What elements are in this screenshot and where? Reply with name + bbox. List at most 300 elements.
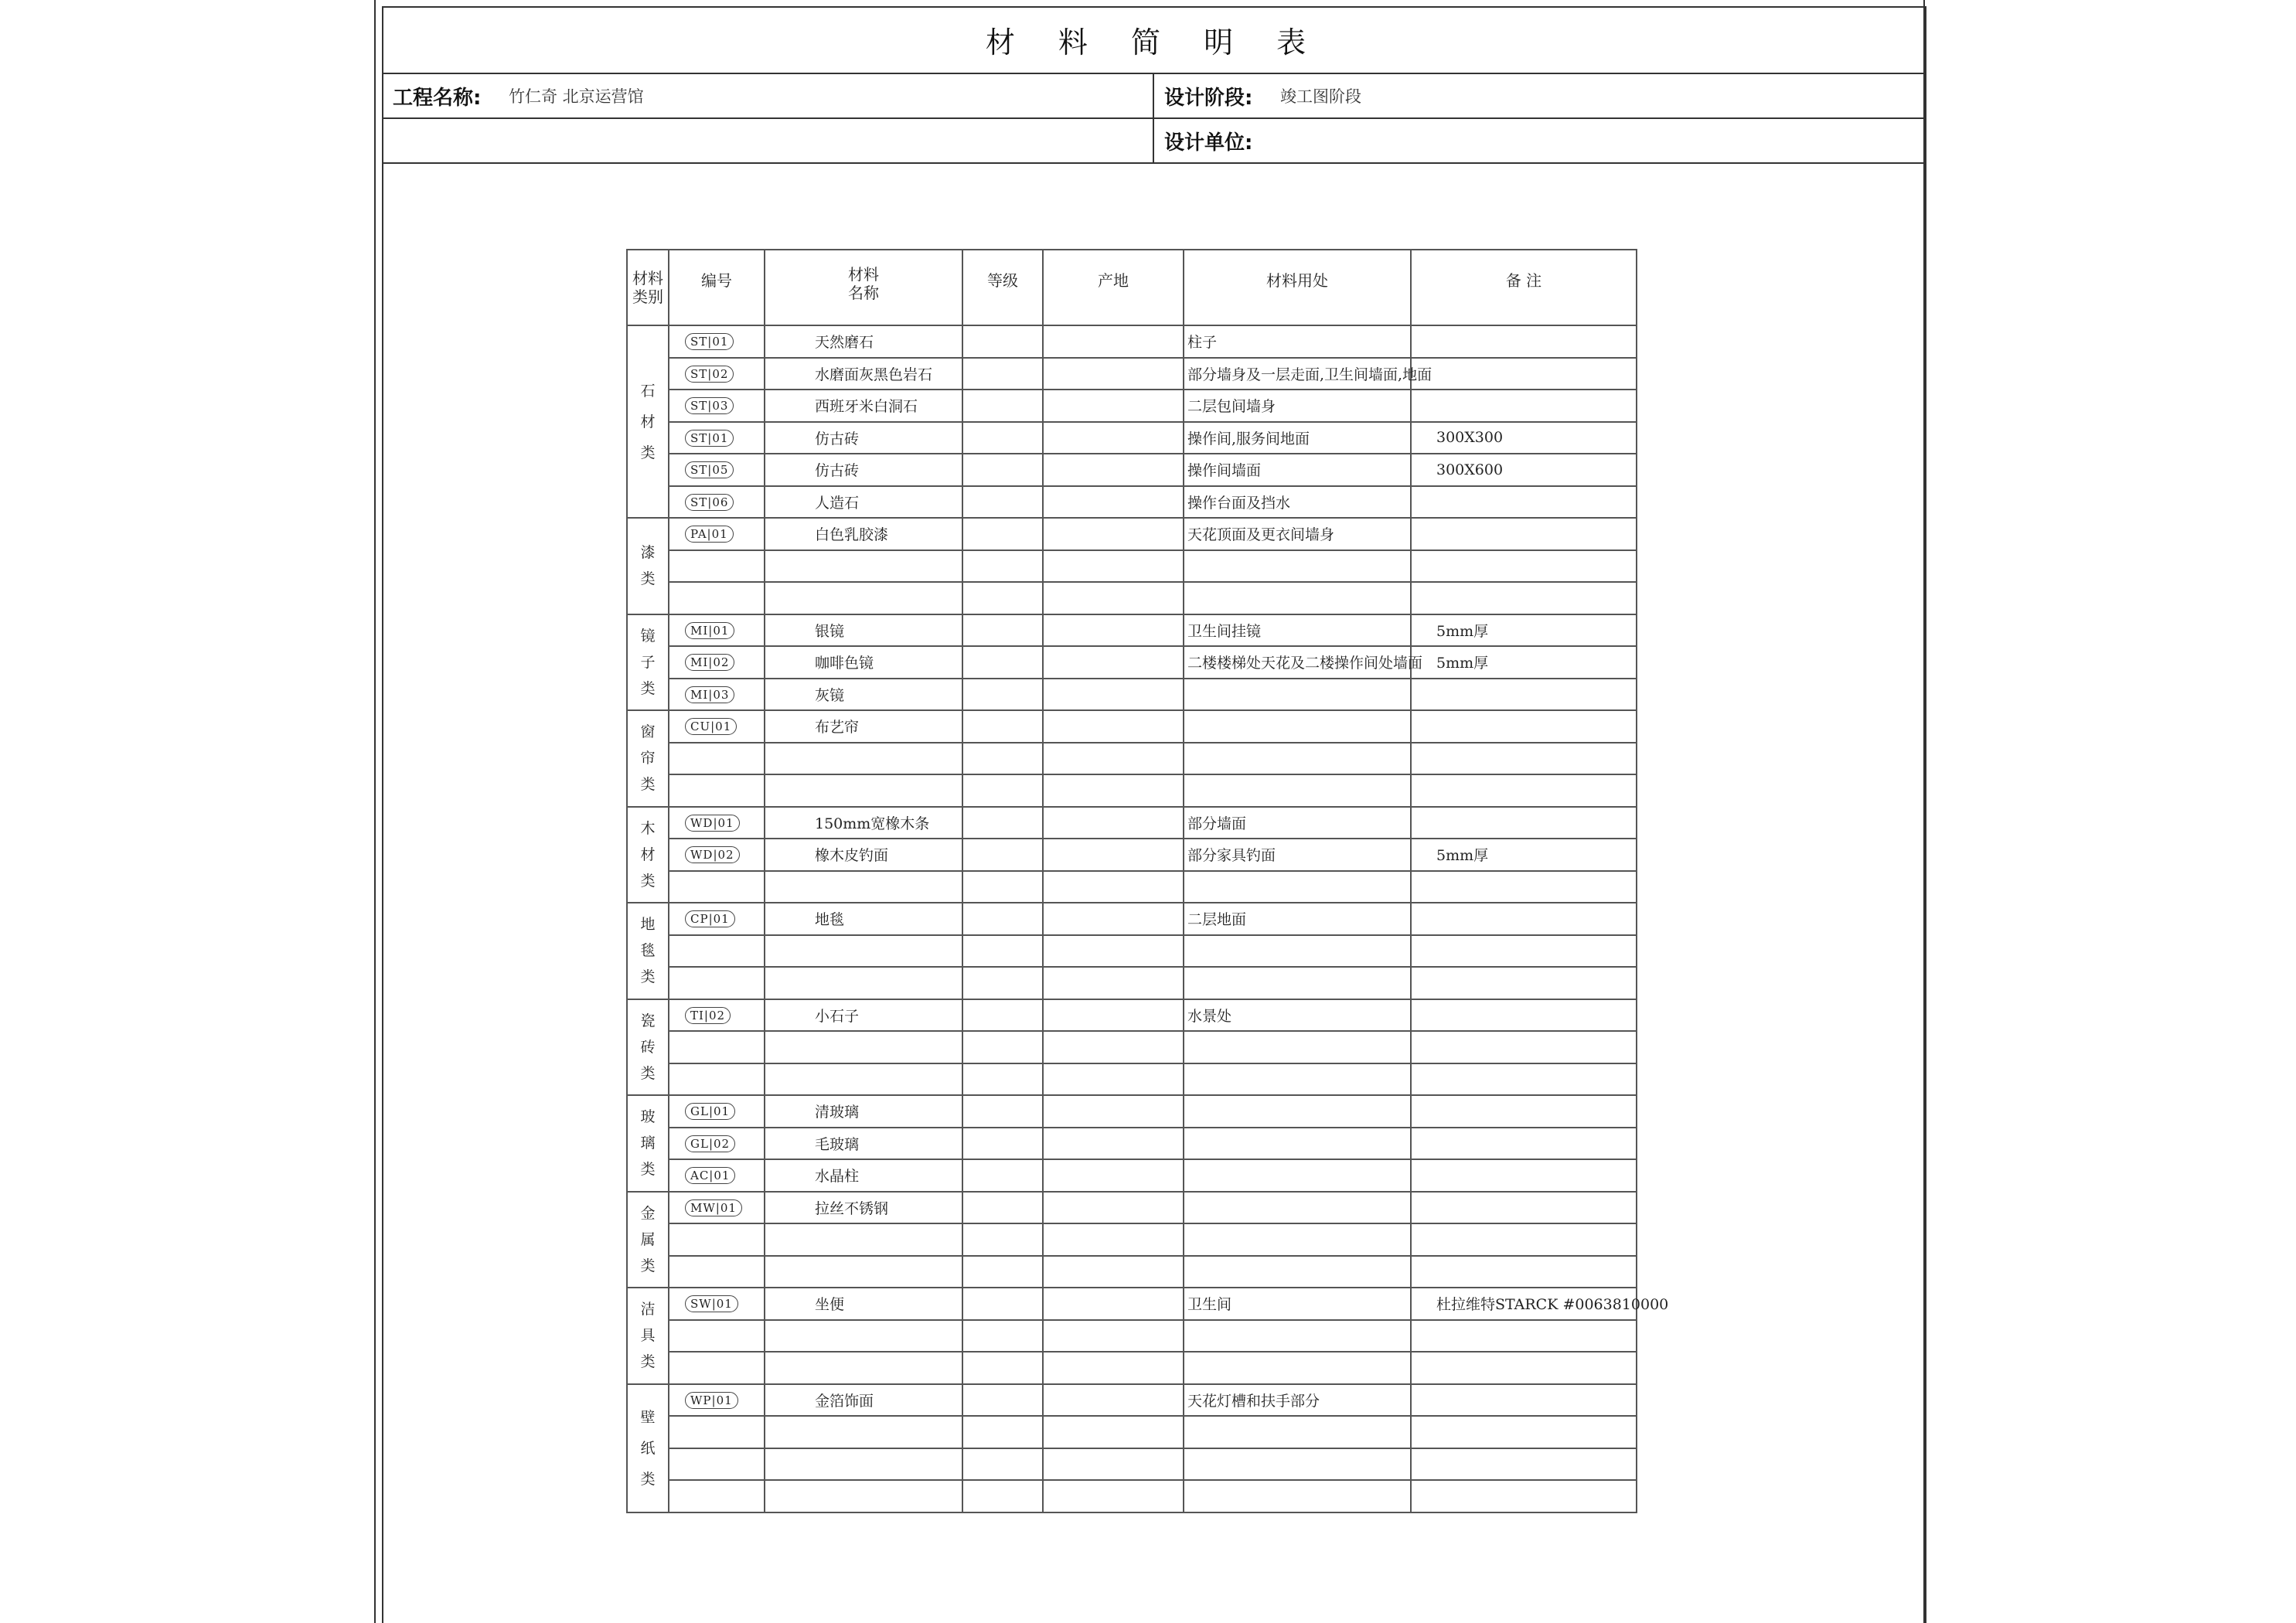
title-band	[382, 6, 1926, 74]
material-remark: 300X600	[1411, 454, 1637, 486]
material-remark	[1411, 1416, 1637, 1448]
material-code-tag: MI|02	[685, 654, 734, 671]
project-name-value: 竹仁奇 北京运营馆	[509, 87, 644, 106]
category-cell	[627, 325, 669, 518]
material-name: 坐便	[765, 1288, 962, 1320]
material-code-tag: CU|01	[685, 718, 737, 735]
table-row	[627, 1384, 1637, 1417]
material-remark	[1411, 1448, 1637, 1481]
category-label: 木材类	[640, 819, 656, 890]
material-name: 小石子	[765, 999, 962, 1032]
code-cell	[669, 518, 765, 550]
code-cell	[669, 1223, 765, 1256]
info-divider	[1153, 119, 1154, 162]
code-cell	[669, 358, 765, 390]
grade-cell	[962, 999, 1043, 1032]
material-use: 水景处	[1184, 999, 1411, 1032]
table-row	[627, 646, 1637, 679]
code-cell	[669, 550, 765, 583]
category-cell	[627, 1192, 669, 1288]
grade-cell	[962, 518, 1043, 550]
grade-cell	[962, 1416, 1043, 1448]
category-label: 镜子类	[640, 627, 656, 697]
material-remark	[1411, 1031, 1637, 1063]
table-row	[627, 1416, 1637, 1448]
design-unit-label: 设计单位:	[1164, 131, 1253, 155]
material-code-tag: MW|01	[685, 1199, 742, 1216]
grade-cell	[962, 807, 1043, 839]
material-code-tag: ST|03	[685, 397, 734, 414]
material-code-tag: GL|01	[685, 1103, 735, 1120]
code-cell	[669, 967, 765, 999]
material-use: 部分墙面	[1184, 807, 1411, 839]
material-name: 150mm宽橡木条	[765, 807, 962, 839]
header-code: 编号	[669, 250, 765, 325]
code-cell	[669, 325, 765, 358]
material-remark: 5mm厚	[1411, 839, 1637, 871]
code-cell	[669, 774, 765, 807]
material-remark	[1411, 1256, 1637, 1288]
grade-cell	[962, 839, 1043, 871]
material-name: 咖啡色镜	[765, 646, 962, 679]
origin-cell	[1043, 325, 1184, 358]
grade-cell	[962, 1256, 1043, 1288]
materials-table-body	[627, 325, 1669, 1512]
grade-cell	[962, 582, 1043, 614]
code-cell	[669, 679, 765, 711]
origin-cell	[1043, 1159, 1184, 1192]
table-header-row	[627, 250, 1637, 325]
material-use: 天花灯槽和扶手部分	[1184, 1384, 1411, 1417]
category-cell	[627, 518, 669, 614]
material-name: 人造石	[765, 486, 962, 519]
code-cell	[669, 422, 765, 454]
grade-cell	[962, 614, 1043, 647]
origin-cell	[1043, 743, 1184, 775]
material-name	[765, 1031, 962, 1063]
code-cell	[669, 1480, 765, 1512]
code-cell	[669, 839, 765, 871]
material-use	[1184, 743, 1411, 775]
material-use: 部分墙身及一层走面,卫生间墙面,地面	[1184, 358, 1411, 390]
code-cell	[669, 582, 765, 614]
material-use	[1184, 1256, 1411, 1288]
material-use: 卫生间挂镜	[1184, 614, 1411, 647]
code-cell	[669, 743, 765, 775]
origin-cell	[1043, 422, 1184, 454]
material-remark	[1411, 1128, 1637, 1160]
grade-cell	[962, 390, 1043, 422]
grade-cell	[962, 646, 1043, 679]
material-code-tag: SW|01	[685, 1295, 738, 1312]
category-cell	[627, 614, 669, 711]
material-use	[1184, 1223, 1411, 1256]
material-use: 天花顶面及更衣间墙身	[1184, 518, 1411, 550]
material-name	[765, 1223, 962, 1256]
material-remark	[1411, 1159, 1637, 1192]
origin-cell	[1043, 679, 1184, 711]
category-label: 玻璃类	[640, 1108, 656, 1179]
origin-cell	[1043, 1192, 1184, 1224]
header-use: 材料用处	[1184, 250, 1411, 325]
material-name	[765, 1448, 962, 1481]
grade-cell	[962, 1095, 1043, 1128]
table-row	[627, 807, 1637, 839]
code-cell	[669, 1128, 765, 1160]
material-name	[765, 1256, 962, 1288]
table-row	[627, 774, 1637, 807]
material-use	[1184, 1448, 1411, 1481]
material-name: 银镜	[765, 614, 962, 647]
origin-cell	[1043, 550, 1184, 583]
material-use	[1184, 1031, 1411, 1063]
material-name	[765, 582, 962, 614]
table-row	[627, 1095, 1637, 1128]
material-name	[765, 871, 962, 903]
material-remark	[1411, 1223, 1637, 1256]
origin-cell	[1043, 710, 1184, 743]
material-code-tag: TI|02	[685, 1007, 731, 1024]
material-use: 操作间,服务间地面	[1184, 422, 1411, 454]
table-row	[627, 903, 1637, 935]
code-cell	[669, 454, 765, 486]
code-cell	[669, 1095, 765, 1128]
material-name: 布艺帘	[765, 710, 962, 743]
origin-cell	[1043, 1288, 1184, 1320]
category-label: 瓷砖类	[640, 1012, 656, 1082]
material-name	[765, 1063, 962, 1096]
header-name-line2: 名称	[848, 284, 879, 302]
origin-cell	[1043, 999, 1184, 1032]
grade-cell	[962, 325, 1043, 358]
grade-cell	[962, 1288, 1043, 1320]
table-row	[627, 486, 1637, 519]
code-cell	[669, 903, 765, 935]
material-remark	[1411, 550, 1637, 583]
material-name	[765, 1352, 962, 1384]
header-grade: 等级	[962, 250, 1043, 325]
material-remark	[1411, 710, 1637, 743]
material-use: 二层包间墙身	[1184, 390, 1411, 422]
category-label: 漆类	[640, 544, 656, 588]
origin-cell	[1043, 903, 1184, 935]
material-remark	[1411, 582, 1637, 614]
category-cell	[627, 1095, 669, 1192]
material-code-tag: WP|01	[685, 1392, 738, 1409]
material-use	[1184, 1063, 1411, 1096]
material-remark	[1411, 390, 1637, 422]
header-name-line1: 材料	[848, 265, 879, 284]
origin-cell	[1043, 1320, 1184, 1352]
material-use: 操作间墙面	[1184, 454, 1411, 486]
grade-cell	[962, 1128, 1043, 1160]
origin-cell	[1043, 1031, 1184, 1063]
material-remark	[1411, 1320, 1637, 1352]
code-cell	[669, 1352, 765, 1384]
material-code-tag: ST|02	[685, 366, 734, 383]
table-row	[627, 1352, 1637, 1384]
grade-cell	[962, 1352, 1043, 1384]
grade-cell	[962, 774, 1043, 807]
grade-cell	[962, 871, 1043, 903]
material-name: 西班牙米白洞石	[765, 390, 962, 422]
material-use	[1184, 1128, 1411, 1160]
material-name: 水磨面灰黑色岩石	[765, 358, 962, 390]
material-code-tag: CP|01	[685, 910, 735, 927]
table-row	[627, 743, 1637, 775]
grade-cell	[962, 1063, 1043, 1096]
material-remark: 5mm厚	[1411, 614, 1637, 647]
code-cell	[669, 1288, 765, 1320]
material-code-tag: MI|03	[685, 686, 734, 703]
table-row	[627, 358, 1637, 390]
material-use: 柱子	[1184, 325, 1411, 358]
origin-cell	[1043, 518, 1184, 550]
material-remark	[1411, 967, 1637, 999]
origin-cell	[1043, 871, 1184, 903]
material-name: 金箔饰面	[765, 1384, 962, 1417]
table-row	[627, 1063, 1637, 1096]
table-row	[627, 967, 1637, 999]
table-row	[627, 454, 1637, 486]
material-code-tag: PA|01	[685, 526, 734, 543]
grade-cell	[962, 550, 1043, 583]
grade-cell	[962, 422, 1043, 454]
material-remark	[1411, 903, 1637, 935]
grade-cell	[962, 486, 1043, 519]
material-name: 地毯	[765, 903, 962, 935]
table-row	[627, 518, 1637, 550]
code-cell	[669, 1256, 765, 1288]
material-name: 仿古砖	[765, 454, 962, 486]
material-use: 部分家具钓面	[1184, 839, 1411, 871]
table-row	[627, 935, 1637, 968]
table-row	[627, 1031, 1637, 1063]
category-label: 地毯类	[640, 916, 656, 986]
grade-cell	[962, 1448, 1043, 1481]
material-name: 清玻璃	[765, 1095, 962, 1128]
material-name	[765, 935, 962, 968]
material-name: 灰镜	[765, 679, 962, 711]
material-use	[1184, 1159, 1411, 1192]
material-use	[1184, 1095, 1411, 1128]
category-cell	[627, 1288, 669, 1384]
material-use	[1184, 710, 1411, 743]
material-name	[765, 743, 962, 775]
code-cell	[669, 1031, 765, 1063]
material-remark	[1411, 935, 1637, 968]
origin-cell	[1043, 1352, 1184, 1384]
code-cell	[669, 871, 765, 903]
grade-cell	[962, 1223, 1043, 1256]
info-divider	[1153, 74, 1154, 117]
material-code-tag: AC|01	[685, 1167, 735, 1184]
table-row	[627, 582, 1637, 614]
table-row	[627, 839, 1637, 871]
material-remark	[1411, 807, 1637, 839]
material-use: 二楼楼梯处天花及二楼操作间处墙面	[1184, 646, 1411, 679]
table-row	[627, 1159, 1637, 1192]
origin-cell	[1043, 358, 1184, 390]
material-use	[1184, 1352, 1411, 1384]
header-category-line1: 材料	[632, 269, 663, 288]
origin-cell	[1043, 614, 1184, 647]
category-label: 石材类	[640, 382, 656, 461]
header-origin: 产地	[1043, 250, 1184, 325]
material-name	[765, 967, 962, 999]
material-name	[765, 550, 962, 583]
material-remark	[1411, 871, 1637, 903]
origin-cell	[1043, 1480, 1184, 1512]
material-name: 橡木皮钓面	[765, 839, 962, 871]
code-cell	[669, 1063, 765, 1096]
table-row	[627, 1192, 1637, 1224]
material-use	[1184, 1192, 1411, 1224]
material-use	[1184, 550, 1411, 583]
table-row	[627, 1320, 1637, 1352]
material-code-tag: ST|05	[685, 461, 734, 478]
material-code-tag: MI|01	[685, 622, 734, 639]
origin-cell	[1043, 967, 1184, 999]
material-name	[765, 1480, 962, 1512]
material-use	[1184, 774, 1411, 807]
info-row-unit	[382, 119, 1926, 164]
materials-table	[626, 249, 1669, 1513]
origin-cell	[1043, 1448, 1184, 1481]
category-cell	[627, 1384, 669, 1512]
code-cell	[669, 646, 765, 679]
material-name	[765, 1416, 962, 1448]
origin-cell	[1043, 1128, 1184, 1160]
origin-cell	[1043, 486, 1184, 519]
table-row	[627, 422, 1637, 454]
material-code-tag: WD|02	[685, 846, 740, 863]
table-row	[627, 999, 1637, 1032]
design-stage-label: 设计阶段:	[1164, 86, 1253, 110]
grade-cell	[962, 967, 1043, 999]
material-use	[1184, 1480, 1411, 1512]
table-row	[627, 710, 1637, 743]
category-cell	[627, 710, 669, 807]
table-row	[627, 1448, 1637, 1481]
material-use: 操作台面及挡水	[1184, 486, 1411, 519]
grade-cell	[962, 710, 1043, 743]
page-title: 材 料 简 明 表	[985, 25, 1323, 60]
grade-cell	[962, 743, 1043, 775]
material-code-tag: GL|02	[685, 1135, 735, 1152]
material-use	[1184, 582, 1411, 614]
category-cell	[627, 999, 669, 1096]
table-row	[627, 1256, 1637, 1288]
grade-cell	[962, 679, 1043, 711]
material-remark	[1411, 486, 1637, 519]
table-row	[627, 325, 1637, 358]
origin-cell	[1043, 646, 1184, 679]
material-name	[765, 774, 962, 807]
code-cell	[669, 710, 765, 743]
grade-cell	[962, 1480, 1043, 1512]
table-row	[627, 550, 1637, 583]
material-name: 仿古砖	[765, 422, 962, 454]
table-row	[627, 871, 1637, 903]
origin-cell	[1043, 582, 1184, 614]
header-name	[765, 250, 962, 325]
material-use	[1184, 935, 1411, 968]
material-use	[1184, 1320, 1411, 1352]
material-remark	[1411, 1384, 1637, 1417]
grade-cell	[962, 1384, 1043, 1417]
grade-cell	[962, 1192, 1043, 1224]
origin-cell	[1043, 807, 1184, 839]
material-name	[765, 1320, 962, 1352]
code-cell	[669, 1159, 765, 1192]
material-remark: 5mm厚	[1411, 646, 1637, 679]
material-use	[1184, 871, 1411, 903]
origin-cell	[1043, 1095, 1184, 1128]
material-name: 天然磨石	[765, 325, 962, 358]
material-use	[1184, 967, 1411, 999]
table-row	[627, 679, 1637, 711]
code-cell	[669, 999, 765, 1032]
origin-cell	[1043, 1223, 1184, 1256]
material-code-tag: WD|01	[685, 815, 740, 832]
code-cell	[669, 1448, 765, 1481]
header-remark: 备 注	[1411, 250, 1637, 325]
code-cell	[669, 1320, 765, 1352]
material-remark	[1411, 1352, 1637, 1384]
material-code-tag: ST|06	[685, 494, 734, 511]
material-use	[1184, 1416, 1411, 1448]
origin-cell	[1043, 390, 1184, 422]
material-remark: 杜拉维特STARCK #0063810000	[1411, 1288, 1637, 1320]
material-code-tag: ST|01	[685, 430, 734, 447]
material-remark	[1411, 1063, 1637, 1096]
material-name: 白色乳胶漆	[765, 518, 962, 550]
origin-cell	[1043, 1256, 1184, 1288]
origin-cell	[1043, 1416, 1184, 1448]
material-remark: 300X300	[1411, 422, 1637, 454]
category-label: 壁纸类	[640, 1408, 656, 1488]
table-row	[627, 614, 1637, 647]
code-cell	[669, 614, 765, 647]
origin-cell	[1043, 1063, 1184, 1096]
material-name: 拉丝不锈钢	[765, 1192, 962, 1224]
material-remark	[1411, 1480, 1637, 1512]
category-cell	[627, 903, 669, 999]
grade-cell	[962, 1320, 1043, 1352]
material-name: 毛玻璃	[765, 1128, 962, 1160]
project-name-label: 工程名称:	[393, 86, 482, 110]
grade-cell	[962, 935, 1043, 968]
code-cell	[669, 935, 765, 968]
material-remark	[1411, 1095, 1637, 1128]
grade-cell	[962, 1031, 1043, 1063]
category-cell	[627, 807, 669, 903]
material-remark	[1411, 1192, 1637, 1224]
material-remark	[1411, 774, 1637, 807]
table-row	[627, 1288, 1637, 1320]
info-row-project	[382, 74, 1926, 119]
table-row	[627, 390, 1637, 422]
code-cell	[669, 486, 765, 519]
table-row	[627, 1480, 1637, 1512]
code-cell	[669, 390, 765, 422]
grade-cell	[962, 454, 1043, 486]
code-cell	[669, 807, 765, 839]
code-cell	[669, 1384, 765, 1417]
grade-cell	[962, 358, 1043, 390]
material-use: 二层地面	[1184, 903, 1411, 935]
